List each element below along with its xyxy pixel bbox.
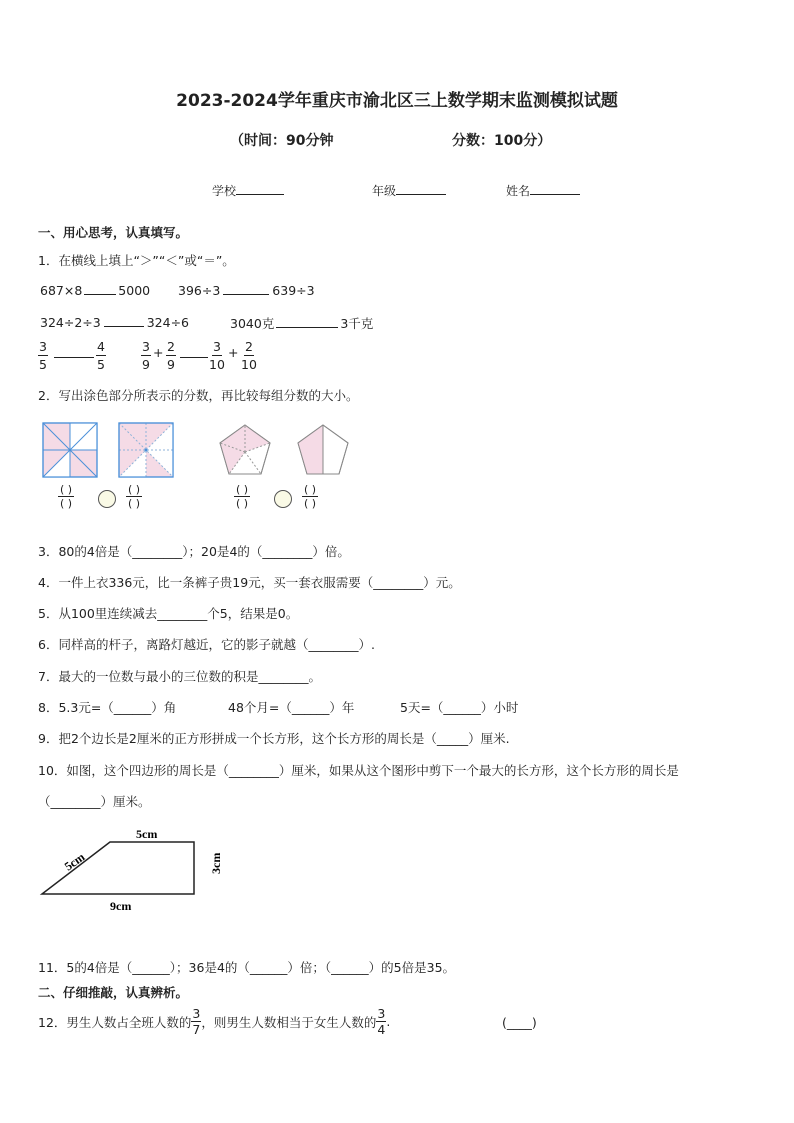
frac-den: 5 xyxy=(97,357,105,372)
frac-num: 3 xyxy=(377,1006,386,1021)
question-3: 3．80的4倍是（________）；20是4的（________）倍。 xyxy=(38,544,350,559)
q12-frac-1 xyxy=(191,1006,201,1037)
frac-den: 4 xyxy=(377,1022,386,1037)
section-1-heading: 一、用心思考，认真填写。 xyxy=(38,225,189,240)
question-4: 4．一件上衣336元，比一条裤子贵19元，买一套衣服需要（________）元。 xyxy=(38,575,461,590)
q1-r2b-blank[interactable] xyxy=(276,315,338,328)
question-7: 7．最大的一位数与最小的三位数的积是________。 xyxy=(38,669,321,684)
paren-num: ( ) xyxy=(236,483,249,496)
plus-sign: + xyxy=(228,345,239,360)
q1-frac-blank-1[interactable] xyxy=(54,345,94,358)
name-blank[interactable] xyxy=(530,182,580,195)
grade-blank[interactable] xyxy=(396,182,446,195)
question-1: 1．在横线上填上“＞”“＜”或“＝”。 xyxy=(38,253,235,268)
paren-num: ( ) xyxy=(128,483,141,496)
question-8c: 5天=（______）小时 xyxy=(400,700,519,715)
question-10-line1: 10．如图，这个四边形的周长是（________）厘米，如果从这个图形中剪下一个最大的长方形，这个长方形的周长是 xyxy=(38,763,679,778)
q1-r2a-left: 324÷2÷3 xyxy=(40,315,101,330)
q1-r1a-right: 5000 xyxy=(118,283,151,298)
page-title: 2023-2024学年重庆市渝北区三上数学期末监测模拟试题 xyxy=(176,91,618,111)
answer-fraction-1[interactable] xyxy=(58,483,74,510)
frac-den: 9 xyxy=(167,357,175,372)
frac-den: 7 xyxy=(192,1022,201,1037)
question-2: 2．写出涂色部分所表示的分数，再比较每组分数的大小。 xyxy=(38,388,359,403)
q1-r1a-left: 687×8 xyxy=(40,283,83,298)
q1-row1-a xyxy=(40,282,150,298)
q12-text-1: 12．男生人数占全班人数的 xyxy=(38,1014,192,1030)
paren-num: ( ) xyxy=(60,483,73,496)
compare-circle-1[interactable] xyxy=(98,490,116,508)
q1-row2-b xyxy=(230,314,373,332)
question-9: 9．把2个边长是2厘米的正方形拼成一个长方形，这个长方形的周长是（_____）厘米. xyxy=(38,731,510,746)
q1-r1a-blank[interactable] xyxy=(84,282,116,295)
exam-score: 分数：100分） xyxy=(452,133,552,149)
section-2-heading: 二、仔细推敲，认真辨析。 xyxy=(38,985,189,1000)
q1-r2b-left: 3040克 xyxy=(230,316,275,331)
q1-r1b-right: 639÷3 xyxy=(272,283,315,298)
frac-den: 10 xyxy=(241,357,257,372)
q12-text-2: ，则男生人数相当于女生人数的 xyxy=(201,1014,377,1030)
frac-num: 2 xyxy=(167,339,175,354)
frac-num: 3 xyxy=(192,1006,201,1021)
answer-fraction-3[interactable] xyxy=(234,483,250,510)
question-8b: 48个月=（______）年 xyxy=(228,700,355,715)
q1-frac-2 xyxy=(96,338,106,373)
question-10-line2: （________）厘米。 xyxy=(38,794,151,809)
question-8a: 8．5.3元=（______）角 xyxy=(38,700,177,715)
frac-num: 2 xyxy=(244,339,253,354)
paren-den: ( ) xyxy=(304,497,317,510)
school-blank[interactable] xyxy=(236,182,284,195)
q1-row1-b xyxy=(178,282,315,298)
answer-fraction-4[interactable] xyxy=(302,483,318,510)
school-field xyxy=(212,182,284,199)
top-side-label: 5cm xyxy=(136,827,158,841)
frac-num: 3 xyxy=(39,339,47,354)
left-side-label: 5cm xyxy=(61,849,88,874)
trapezoid-figure xyxy=(30,822,223,914)
frac-num: 4 xyxy=(97,339,105,354)
plus-sign: + xyxy=(153,345,164,360)
frac-num: 3 xyxy=(212,339,221,354)
bottom-side-label: 9cm xyxy=(110,899,132,913)
q1-frac-4 xyxy=(166,338,176,373)
q1-frac-6 xyxy=(241,338,257,373)
grade-field xyxy=(372,182,446,199)
grade-label: 年级 xyxy=(372,184,397,198)
q12-text-3: . xyxy=(386,1014,391,1029)
square-figure-1 xyxy=(42,422,98,478)
question-12 xyxy=(38,1006,390,1037)
q1-frac-3 xyxy=(141,338,151,373)
frac-num: 3 xyxy=(142,339,150,354)
name-label: 姓名 xyxy=(506,184,531,198)
q1-r2b-right: 3千克 xyxy=(340,316,374,331)
school-label: 学校 xyxy=(212,184,237,198)
q1-r1b-blank[interactable] xyxy=(223,282,269,295)
q1-r1b-left: 396÷3 xyxy=(178,283,221,298)
square-figure-2 xyxy=(118,422,174,478)
q12-answer-blank[interactable]: (____) xyxy=(502,1015,537,1030)
question-5: 5．从100里连续减去________个5，结果是0。 xyxy=(38,606,299,621)
frac-den: 9 xyxy=(142,357,150,372)
exam-time: （时间：90分钟 xyxy=(230,133,334,149)
paren-den: ( ) xyxy=(236,497,249,510)
frac-den: 5 xyxy=(39,357,47,372)
q1-frac-blank-2[interactable] xyxy=(180,345,208,358)
right-side-label: 3cm xyxy=(209,852,223,874)
q12-frac-2 xyxy=(376,1006,386,1037)
q1-r2a-blank[interactable] xyxy=(104,314,144,327)
q1-row2-a xyxy=(40,314,189,330)
name-field xyxy=(506,182,580,199)
q1-frac-1 xyxy=(38,338,48,373)
paren-num: ( ) xyxy=(304,483,317,496)
paren-den: ( ) xyxy=(128,497,141,510)
frac-den: 10 xyxy=(209,357,225,372)
q1-r2a-right: 324÷6 xyxy=(146,315,190,330)
question-6: 6．同样高的杆子，离路灯越近，它的影子就越（________）. xyxy=(38,637,375,652)
compare-circle-2[interactable] xyxy=(274,490,292,508)
q1-frac-5 xyxy=(209,338,225,373)
question-11: 11．5的4倍是（______）；36是4的（______）倍；（______）的5倍是35。 xyxy=(38,960,456,975)
answer-fraction-2[interactable] xyxy=(126,483,142,510)
pentagon-figure-2 xyxy=(296,424,350,476)
paren-den: ( ) xyxy=(60,497,73,510)
pentagon-figure-1 xyxy=(218,424,272,476)
